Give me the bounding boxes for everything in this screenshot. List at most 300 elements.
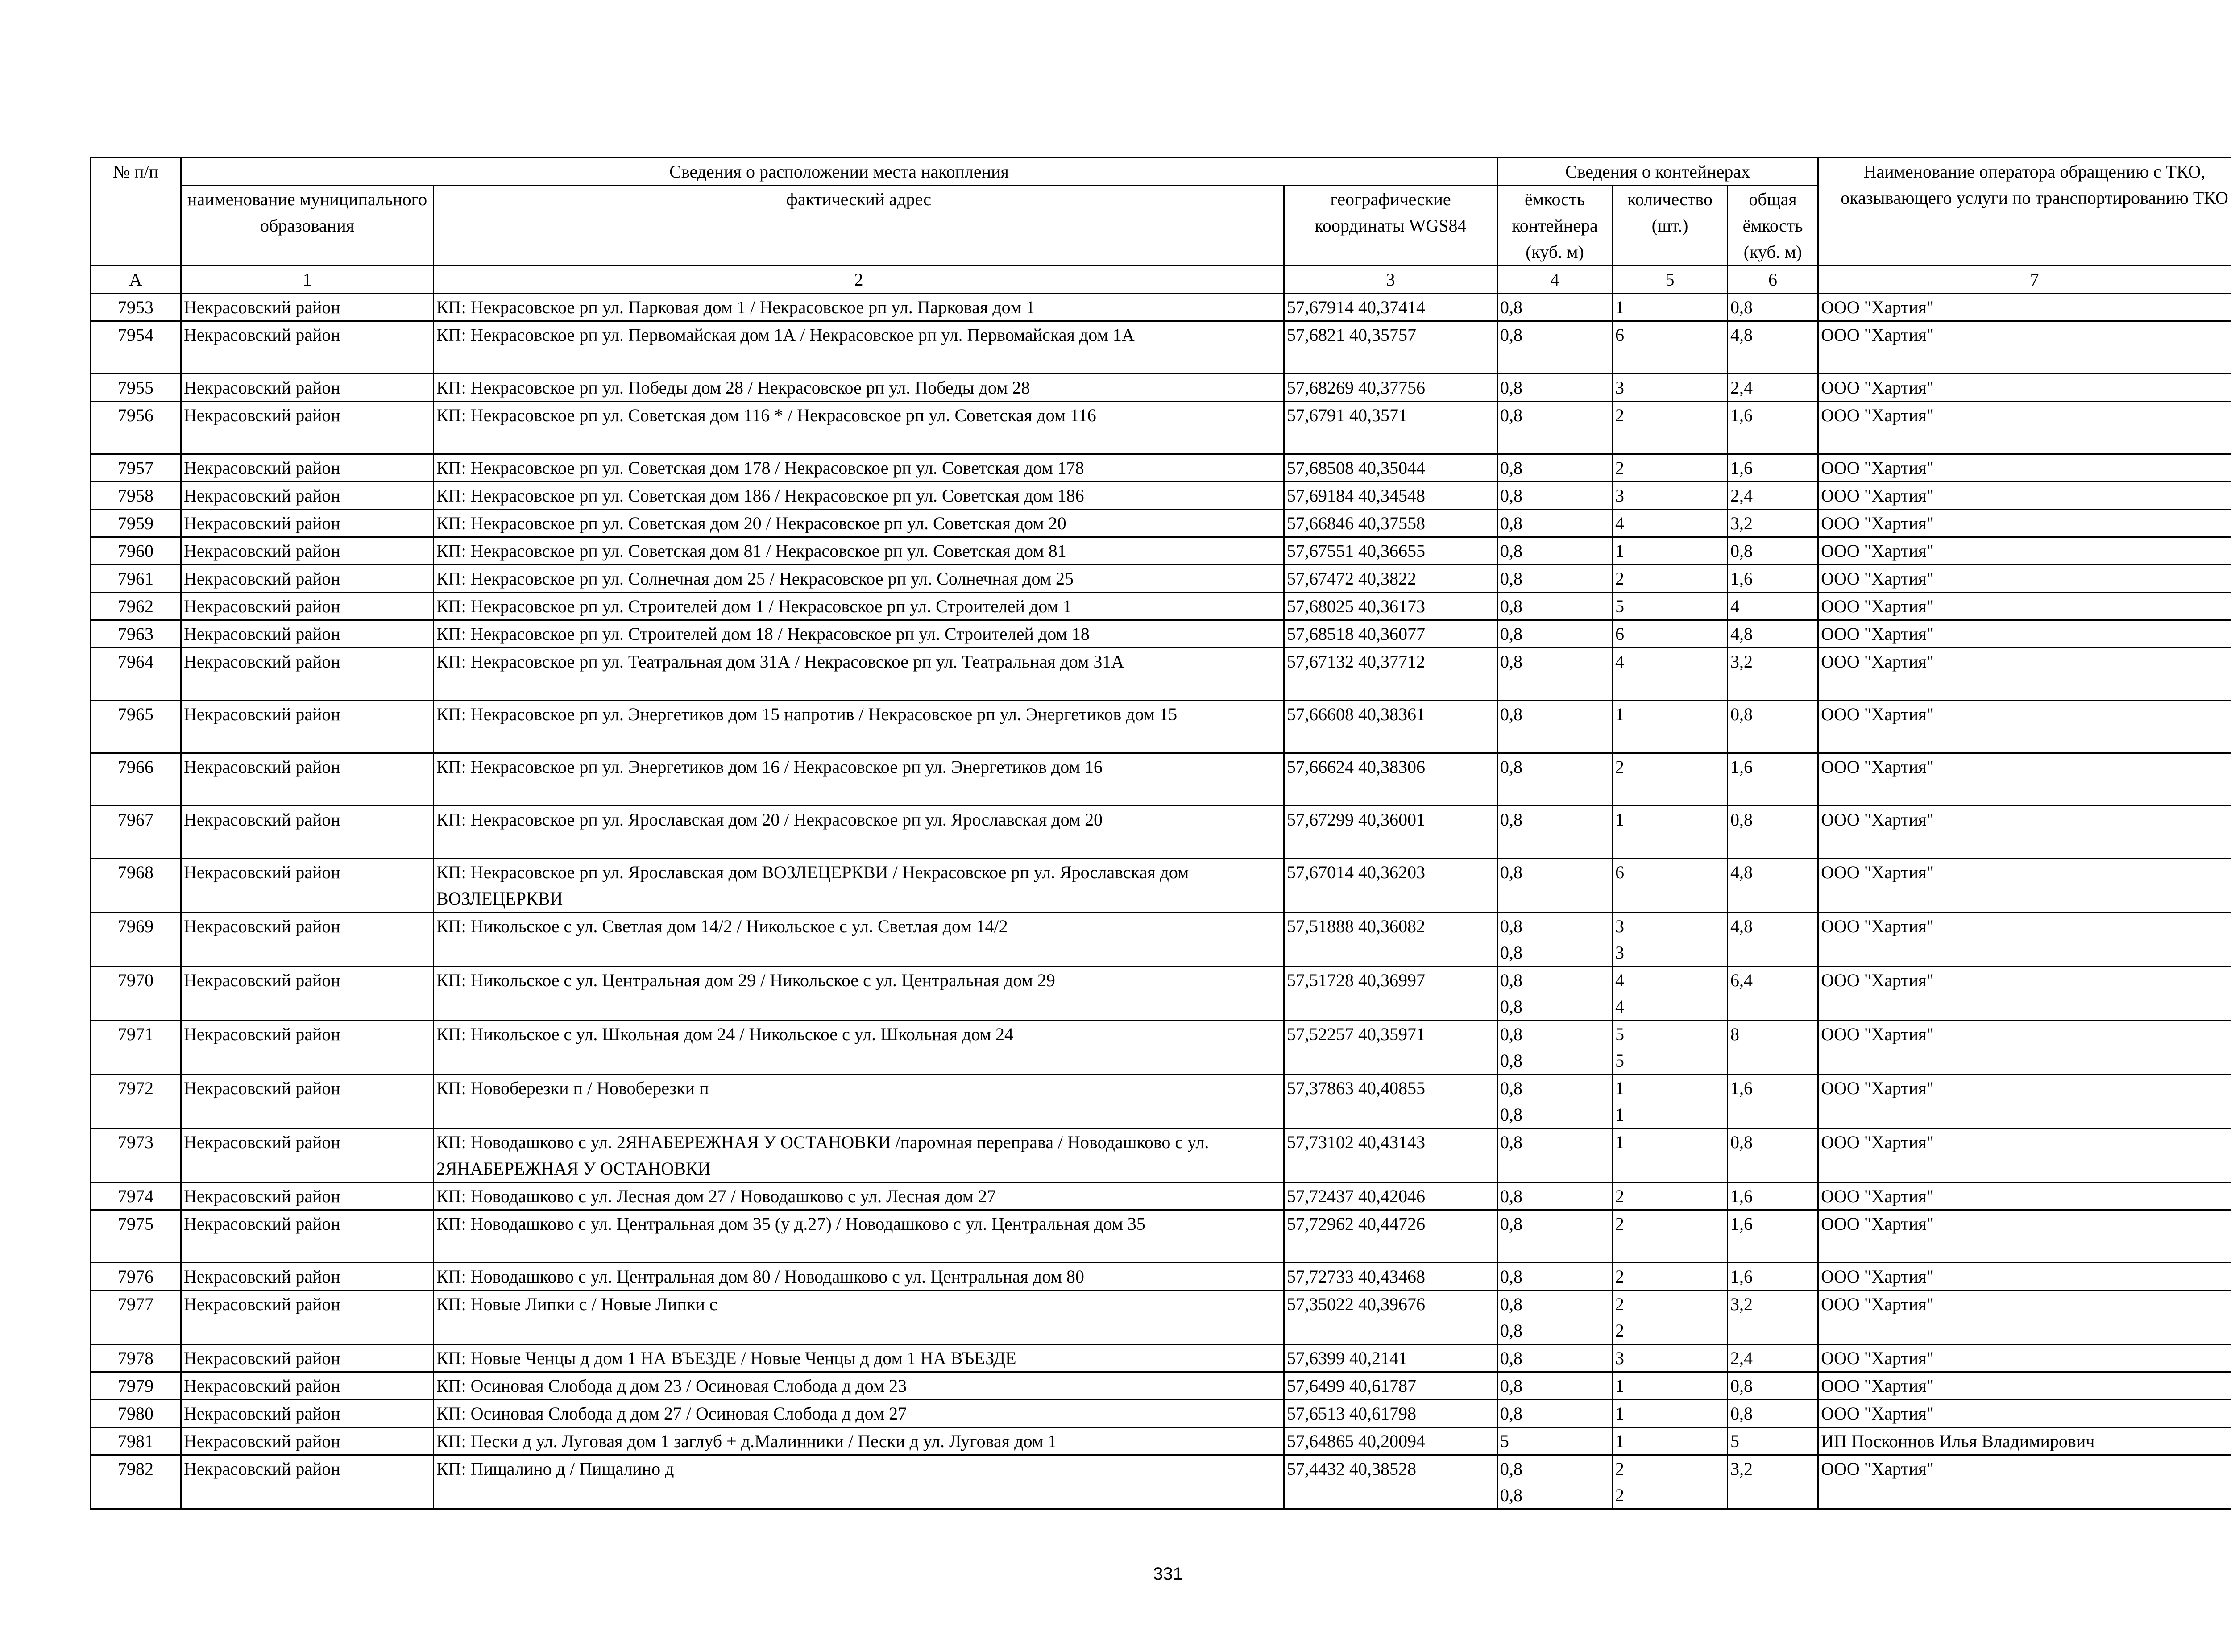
municipality-cell: Некрасовский район	[181, 859, 434, 913]
quantity-cell	[1613, 537, 1728, 565]
quantity-cell	[1613, 806, 1728, 859]
quantity-cell	[1613, 1183, 1728, 1210]
row-number: 7956	[91, 402, 181, 454]
total-capacity-cell: 0,8	[1728, 1129, 1818, 1183]
quantity-cell-value: 1	[1615, 704, 1625, 724]
operator-cell: ООО "Хартия"	[1818, 753, 2231, 806]
quantity-cell	[1613, 321, 1728, 374]
capacity-cell-value: 0,8	[1500, 1214, 1523, 1234]
total-capacity-cell: 4,8	[1728, 859, 1818, 913]
municipality-cell: Некрасовский район	[181, 1428, 434, 1455]
coords-cell: 57,73102 40,43143	[1284, 1129, 1497, 1183]
capacity-cell	[1497, 913, 1613, 967]
capacity-cell-value: 0,8	[1500, 1024, 1523, 1044]
capacity-cell-value: 0,8	[1500, 1403, 1523, 1424]
quantity-cell-value: 3	[1615, 916, 1625, 936]
address-cell: КП: Некрасовское рп ул. Победы дом 28 / Некрасовское рп ул. Победы дом 28	[434, 374, 1284, 402]
total-capacity-cell: 5	[1728, 1428, 1818, 1455]
quantity-cell-value: 2	[1615, 1320, 1625, 1341]
quantity-cell-value: 2	[1615, 569, 1625, 589]
quantity-cell-value: 2	[1615, 1294, 1625, 1314]
municipality-cell: Некрасовский район	[181, 1129, 434, 1183]
total-capacity-cell: 1,6	[1728, 1183, 1818, 1210]
table-row	[91, 859, 2231, 913]
table-row	[91, 321, 2231, 374]
row-number: 7970	[91, 967, 181, 1021]
quantity-cell	[1613, 565, 1728, 593]
column-index: 4	[1497, 266, 1613, 294]
address-cell: КП: Некрасовское рп ул. Солнечная дом 25 / Некрасовское рп ул. Солнечная дом 25	[434, 565, 1284, 593]
capacity-cell-value: 0,8	[1500, 1294, 1523, 1314]
coords-cell: 57,68025 40,36173	[1284, 593, 1497, 620]
row-number: 7979	[91, 1372, 181, 1400]
capacity-cell-value: 0,8	[1500, 325, 1523, 345]
total-capacity-cell: 1,6	[1728, 1210, 1818, 1263]
quantity-cell-value: 2	[1615, 1459, 1625, 1479]
row-number: 7974	[91, 1183, 181, 1210]
table-row	[91, 402, 2231, 454]
table-row	[91, 913, 2231, 967]
capacity-cell	[1497, 1183, 1613, 1210]
address-cell: КП: Некрасовское рп ул. Энергетиков дом 15 напротив / Некрасовское рп ул. Энергетиков дом 15	[434, 701, 1284, 753]
operator-cell: ООО "Хартия"	[1818, 1129, 2231, 1183]
table-row	[91, 537, 2231, 565]
operator-cell: ООО "Хартия"	[1818, 510, 2231, 537]
table-row	[91, 374, 2231, 402]
quantity-cell	[1613, 1372, 1728, 1400]
table-row	[91, 1400, 2231, 1428]
row-number: 7981	[91, 1428, 181, 1455]
capacity-cell-value: 0,8	[1500, 1348, 1523, 1368]
column-index: 1	[181, 266, 434, 294]
total-capacity-cell: 4	[1728, 593, 1818, 620]
capacity-cell	[1497, 1291, 1613, 1345]
quantity-cell-value: 1	[1615, 1104, 1625, 1125]
quantity-cell	[1613, 454, 1728, 482]
address-cell: КП: Некрасовское рп ул. Театральная дом 31А / Некрасовское рп ул. Театральная дом 31А	[434, 648, 1284, 701]
capacity-cell-value: 5	[1500, 1431, 1509, 1451]
municipality-cell: Некрасовский район	[181, 482, 434, 510]
row-number: 7962	[91, 593, 181, 620]
column-index: 6	[1728, 266, 1818, 294]
address-cell: КП: Осиновая Слобода д дом 27 / Осиновая Слобода д дом 27	[434, 1400, 1284, 1428]
coords-cell: 57,66846 40,37558	[1284, 510, 1497, 537]
table-row	[91, 482, 2231, 510]
capacity-cell-value: 0,8	[1500, 942, 1523, 963]
quantity-cell	[1613, 1210, 1728, 1263]
address-cell: КП: Новодашково с ул. Лесная дом 27 / Новодашково с ул. Лесная дом 27	[434, 1183, 1284, 1210]
total-capacity-cell: 3,2	[1728, 1455, 1818, 1509]
quantity-cell	[1613, 593, 1728, 620]
quantity-cell-value: 3	[1615, 1348, 1625, 1368]
capacity-cell	[1497, 1210, 1613, 1263]
row-number: 7961	[91, 565, 181, 593]
capacity-cell-value: 0,8	[1500, 1104, 1523, 1125]
quantity-cell-value: 1	[1615, 809, 1625, 830]
capacity-cell-value: 0,8	[1500, 916, 1523, 936]
coords-cell: 57,6791 40,3571	[1284, 402, 1497, 454]
municipality-cell: Некрасовский район	[181, 1372, 434, 1400]
quantity-cell-value: 3	[1615, 942, 1625, 963]
quantity-cell-value: 4	[1615, 652, 1625, 672]
quantity-cell	[1613, 1021, 1728, 1075]
table-row	[91, 1428, 2231, 1455]
coords-cell: 57,67299 40,36001	[1284, 806, 1497, 859]
column-index: 5	[1613, 266, 1728, 294]
total-capacity-cell: 0,8	[1728, 806, 1818, 859]
table-row	[91, 1263, 2231, 1291]
coords-cell: 57,51888 40,36082	[1284, 913, 1497, 967]
table-row	[91, 1075, 2231, 1129]
address-cell: КП: Некрасовское рп ул. Советская дом 186 / Некрасовское рп ул. Советская дом 186	[434, 482, 1284, 510]
municipality-cell: Некрасовский район	[181, 1075, 434, 1129]
capacity-cell-value: 0,8	[1500, 1186, 1523, 1206]
municipality-cell: Некрасовский район	[181, 537, 434, 565]
quantity-cell	[1613, 1345, 1728, 1372]
address-cell: КП: Некрасовское рп ул. Энергетиков дом 16 / Некрасовское рп ул. Энергетиков дом 16	[434, 753, 1284, 806]
coords-cell: 57,67472 40,3822	[1284, 565, 1497, 593]
quantity-cell-value: 1	[1615, 1376, 1625, 1396]
capacity-cell-value: 0,8	[1500, 704, 1523, 724]
quantity-cell-value: 2	[1615, 1485, 1625, 1505]
total-capacity-cell: 0,8	[1728, 701, 1818, 753]
capacity-cell	[1497, 1129, 1613, 1183]
capacity-cell	[1497, 859, 1613, 913]
capacity-cell-value: 0,8	[1500, 862, 1523, 882]
coords-cell: 57,72962 40,44726	[1284, 1210, 1497, 1263]
quantity-cell-value: 1	[1615, 1403, 1625, 1424]
capacity-cell	[1497, 648, 1613, 701]
quantity-cell-value: 2	[1615, 1186, 1625, 1206]
municipality-cell: Некрасовский район	[181, 1455, 434, 1509]
row-number: 7971	[91, 1021, 181, 1075]
row-number: 7977	[91, 1291, 181, 1345]
municipality-cell: Некрасовский район	[181, 374, 434, 402]
row-number: 7954	[91, 321, 181, 374]
column-index: 3	[1284, 266, 1497, 294]
total-capacity-cell: 4,8	[1728, 620, 1818, 648]
coords-cell: 57,6821 40,35757	[1284, 321, 1497, 374]
table-row	[91, 454, 2231, 482]
capacity-cell	[1497, 1372, 1613, 1400]
municipality-cell: Некрасовский район	[181, 454, 434, 482]
address-cell: КП: Новоберезки п / Новоберезки п	[434, 1075, 1284, 1129]
municipality-cell: Некрасовский район	[181, 402, 434, 454]
total-capacity-cell: 3,2	[1728, 648, 1818, 701]
operator-cell: ООО "Хартия"	[1818, 1183, 2231, 1210]
quantity-cell	[1613, 1075, 1728, 1129]
operator-cell: ООО "Хартия"	[1818, 701, 2231, 753]
table-row	[91, 510, 2231, 537]
row-number: 7966	[91, 753, 181, 806]
row-number: 7967	[91, 806, 181, 859]
coords-cell: 57,72733 40,43468	[1284, 1263, 1497, 1291]
capacity-cell-value: 0,8	[1500, 652, 1523, 672]
capacity-cell-value: 0,8	[1500, 1485, 1523, 1505]
row-number: 7972	[91, 1075, 181, 1129]
header-containers-group: Сведения о контейнерах	[1497, 158, 1818, 186]
total-capacity-cell: 0,8	[1728, 537, 1818, 565]
coords-cell: 57,51728 40,36997	[1284, 967, 1497, 1021]
coords-cell: 57,6399 40,2141	[1284, 1345, 1497, 1372]
column-index: 2	[434, 266, 1284, 294]
row-number: 7955	[91, 374, 181, 402]
quantity-cell-value: 3	[1615, 378, 1625, 398]
address-cell: КП: Некрасовское рп ул. Парковая дом 1 / Некрасовское рп ул. Парковая дом 1	[434, 294, 1284, 321]
municipality-cell: Некрасовский район	[181, 294, 434, 321]
municipality-cell: Некрасовский район	[181, 510, 434, 537]
capacity-cell-value: 0,8	[1500, 1376, 1523, 1396]
total-capacity-cell: 1,6	[1728, 402, 1818, 454]
coords-cell: 57,68508 40,35044	[1284, 454, 1497, 482]
municipality-cell: Некрасовский район	[181, 1263, 434, 1291]
quantity-cell-value: 1	[1615, 1431, 1625, 1451]
coords-cell: 57,37863 40,40855	[1284, 1075, 1497, 1129]
capacity-cell	[1497, 967, 1613, 1021]
capacity-cell-value: 0,8	[1500, 458, 1523, 478]
municipality-cell: Некрасовский район	[181, 1400, 434, 1428]
total-capacity-cell: 1,6	[1728, 753, 1818, 806]
capacity-cell	[1497, 1428, 1613, 1455]
row-number: 7975	[91, 1210, 181, 1263]
header-num: № п/п	[91, 158, 181, 266]
table-row	[91, 806, 2231, 859]
capacity-cell	[1497, 1021, 1613, 1075]
capacity-cell-value: 0,8	[1500, 996, 1523, 1017]
capacity-cell-value: 0,8	[1500, 809, 1523, 830]
municipality-cell: Некрасовский район	[181, 701, 434, 753]
quantity-cell-value: 5	[1615, 1024, 1625, 1044]
quantity-cell	[1613, 1129, 1728, 1183]
total-capacity-cell: 1,6	[1728, 1263, 1818, 1291]
quantity-cell-value: 1	[1615, 297, 1625, 317]
coords-cell: 57,64865 40,20094	[1284, 1428, 1497, 1455]
header-capacity: ёмкость контейнера (куб. м)	[1497, 186, 1613, 266]
capacity-cell	[1497, 701, 1613, 753]
capacity-cell	[1497, 1263, 1613, 1291]
quantity-cell	[1613, 1428, 1728, 1455]
operator-cell: ООО "Хартия"	[1818, 294, 2231, 321]
total-capacity-cell: 1,6	[1728, 565, 1818, 593]
address-cell: КП: Некрасовское рп ул. Строителей дом 1 / Некрасовское рп ул. Строителей дом 1	[434, 593, 1284, 620]
coords-cell: 57,52257 40,35971	[1284, 1021, 1497, 1075]
quantity-cell	[1613, 701, 1728, 753]
table-row	[91, 1129, 2231, 1183]
capacity-cell	[1497, 806, 1613, 859]
quantity-cell	[1613, 1263, 1728, 1291]
operator-cell: ООО "Хартия"	[1818, 537, 2231, 565]
total-capacity-cell: 2,4	[1728, 374, 1818, 402]
capacity-cell	[1497, 1455, 1613, 1509]
municipality-cell: Некрасовский район	[181, 1345, 434, 1372]
capacity-cell	[1497, 510, 1613, 537]
municipality-cell: Некрасовский район	[181, 1021, 434, 1075]
capacity-cell	[1497, 593, 1613, 620]
total-capacity-cell: 0,8	[1728, 1372, 1818, 1400]
row-number: 7978	[91, 1345, 181, 1372]
capacity-cell-value: 0,8	[1500, 1078, 1523, 1098]
quantity-cell	[1613, 402, 1728, 454]
address-cell: КП: Никольское с ул. Светлая дом 14/2 / Никольское с ул. Светлая дом 14/2	[434, 913, 1284, 967]
address-cell: КП: Некрасовское рп ул. Советская дом 20 / Некрасовское рп ул. Советская дом 20	[434, 510, 1284, 537]
operator-cell: ООО "Хартия"	[1818, 1263, 2231, 1291]
operator-cell: ООО "Хартия"	[1818, 620, 2231, 648]
address-cell: КП: Некрасовское рп ул. Первомайская дом 1А / Некрасовское рп ул. Первомайская дом 1А	[434, 321, 1284, 374]
capacity-cell-value: 0,8	[1500, 1266, 1523, 1287]
municipality-cell: Некрасовский район	[181, 620, 434, 648]
municipality-cell: Некрасовский район	[181, 593, 434, 620]
capacity-cell-value: 0,8	[1500, 1132, 1523, 1152]
table-row	[91, 1345, 2231, 1372]
row-number: 7964	[91, 648, 181, 701]
capacity-cell-value: 0,8	[1500, 405, 1523, 425]
row-number: 7969	[91, 913, 181, 967]
table-row	[91, 593, 2231, 620]
table-row	[91, 1455, 2231, 1509]
header-address: фактический адрес	[434, 186, 1284, 266]
operator-cell: ООО "Хартия"	[1818, 593, 2231, 620]
table-row	[91, 701, 2231, 753]
capacity-cell	[1497, 454, 1613, 482]
capacity-cell	[1497, 537, 1613, 565]
coords-cell: 57,68518 40,36077	[1284, 620, 1497, 648]
coords-cell: 57,4432 40,38528	[1284, 1455, 1497, 1509]
table-row	[91, 1372, 2231, 1400]
municipality-cell: Некрасовский район	[181, 1210, 434, 1263]
operator-cell: ООО "Хартия"	[1818, 806, 2231, 859]
operator-cell: ООО "Хартия"	[1818, 913, 2231, 967]
column-index-row	[91, 266, 2231, 294]
address-cell: КП: Новодашково с ул. Центральная дом 80 / Новодашково с ул. Центральная дом 80	[434, 1263, 1284, 1291]
coords-cell: 57,6513 40,61798	[1284, 1400, 1497, 1428]
municipality-cell: Некрасовский район	[181, 565, 434, 593]
quantity-cell	[1613, 1400, 1728, 1428]
quantity-cell-value: 6	[1615, 325, 1625, 345]
operator-cell: ООО "Хартия"	[1818, 321, 2231, 374]
operator-cell: ООО "Хартия"	[1818, 402, 2231, 454]
quantity-cell-value: 1	[1615, 541, 1625, 561]
capacity-cell	[1497, 482, 1613, 510]
row-number: 7959	[91, 510, 181, 537]
column-index: А	[91, 266, 181, 294]
operator-cell: ООО "Хартия"	[1818, 482, 2231, 510]
coords-cell: 57,35022 40,39676	[1284, 1291, 1497, 1345]
municipality-cell: Некрасовский район	[181, 967, 434, 1021]
coords-cell: 57,66608 40,38361	[1284, 701, 1497, 753]
quantity-cell-value: 1	[1615, 1078, 1625, 1098]
quantity-cell-value: 2	[1615, 1214, 1625, 1234]
row-number: 7957	[91, 454, 181, 482]
operator-cell: ООО "Хартия"	[1818, 565, 2231, 593]
quantity-cell-value: 2	[1615, 757, 1625, 777]
quantity-cell-value: 5	[1615, 1050, 1625, 1071]
row-number: 7958	[91, 482, 181, 510]
quantity-cell	[1613, 648, 1728, 701]
coords-cell: 57,69184 40,34548	[1284, 482, 1497, 510]
capacity-cell-value: 0,8	[1500, 569, 1523, 589]
table-row	[91, 620, 2231, 648]
capacity-cell-value: 0,8	[1500, 297, 1523, 317]
capacity-cell-value: 0,8	[1500, 378, 1523, 398]
quantity-cell-value: 2	[1615, 405, 1625, 425]
row-number: 7976	[91, 1263, 181, 1291]
table-row	[91, 648, 2231, 701]
operator-cell: ООО "Хартия"	[1818, 1455, 2231, 1509]
header-location-group: Сведения о расположении места накопления	[181, 158, 1497, 186]
capacity-cell	[1497, 753, 1613, 806]
address-cell: КП: Некрасовское рп ул. Советская дом 116 * / Некрасовское рп ул. Советская дом 116	[434, 402, 1284, 454]
operator-cell: ООО "Хартия"	[1818, 1075, 2231, 1129]
row-number: 7980	[91, 1400, 181, 1428]
quantity-cell-value: 6	[1615, 624, 1625, 644]
table-row	[91, 967, 2231, 1021]
capacity-cell	[1497, 1075, 1613, 1129]
quantity-cell-value: 6	[1615, 862, 1625, 882]
municipality-cell: Некрасовский район	[181, 1183, 434, 1210]
quantity-cell	[1613, 482, 1728, 510]
total-capacity-cell: 1,6	[1728, 454, 1818, 482]
address-cell: КП: Некрасовское рп ул. Строителей дом 18 / Некрасовское рп ул. Строителей дом 18	[434, 620, 1284, 648]
capacity-cell-value: 0,8	[1500, 1320, 1523, 1341]
address-cell: КП: Некрасовское рп ул. Ярославская дом 20 / Некрасовское рп ул. Ярославская дом 20	[434, 806, 1284, 859]
address-cell: КП: Никольское с ул. Школьная дом 24 / Никольское с ул. Школьная дом 24	[434, 1021, 1284, 1075]
header-coords: географические координаты WGS84	[1284, 186, 1497, 266]
header-quantity: количество (шт.)	[1613, 186, 1728, 266]
capacity-cell-value: 0,8	[1500, 486, 1523, 506]
registry-table	[90, 157, 2231, 1510]
capacity-cell	[1497, 565, 1613, 593]
total-capacity-cell: 2,4	[1728, 482, 1818, 510]
capacity-cell-value: 0,8	[1500, 970, 1523, 990]
total-capacity-cell: 1,6	[1728, 1075, 1818, 1129]
capacity-cell	[1497, 321, 1613, 374]
quantity-cell	[1613, 1455, 1728, 1509]
total-capacity-cell: 0,8	[1728, 1400, 1818, 1428]
table-row	[91, 1183, 2231, 1210]
row-number: 7965	[91, 701, 181, 753]
total-capacity-cell: 2,4	[1728, 1345, 1818, 1372]
total-capacity-cell: 6,4	[1728, 967, 1818, 1021]
total-capacity-cell: 0,8	[1728, 294, 1818, 321]
address-cell: КП: Новые Липки с / Новые Липки с	[434, 1291, 1284, 1345]
page-number: 331	[1153, 1564, 1183, 1584]
address-cell: КП: Новодашково с ул. 2ЯНАБЕРЕЖНАЯ У ОСТАНОВКИ /паромная переправа / Новодашково с ул. 2ЯНАБЕРЕЖНАЯ У ОСТАНОВКИ	[434, 1129, 1284, 1183]
coords-cell: 57,68269 40,37756	[1284, 374, 1497, 402]
address-cell: КП: Пищалино д / Пищалино д	[434, 1455, 1284, 1509]
capacity-cell	[1497, 294, 1613, 321]
municipality-cell: Некрасовский район	[181, 648, 434, 701]
operator-cell: ООО "Хартия"	[1818, 1372, 2231, 1400]
table-row	[91, 565, 2231, 593]
row-number: 7953	[91, 294, 181, 321]
row-number: 7973	[91, 1129, 181, 1183]
header-municipality: наименование муниципального образования	[181, 186, 434, 266]
municipality-cell: Некрасовский район	[181, 1291, 434, 1345]
capacity-cell	[1497, 1345, 1613, 1372]
quantity-cell	[1613, 620, 1728, 648]
address-cell: КП: Новодашково с ул. Центральная дом 35 (у д.27) / Новодашково с ул. Центральная дом 35	[434, 1210, 1284, 1263]
capacity-cell-value: 0,8	[1500, 513, 1523, 533]
quantity-cell	[1613, 753, 1728, 806]
row-number: 7982	[91, 1455, 181, 1509]
row-number: 7968	[91, 859, 181, 913]
total-capacity-cell: 3,2	[1728, 1291, 1818, 1345]
quantity-cell	[1613, 294, 1728, 321]
address-cell: КП: Некрасовское рп ул. Советская дом 178 / Некрасовское рп ул. Советская дом 178	[434, 454, 1284, 482]
coords-cell: 57,67132 40,37712	[1284, 648, 1497, 701]
quantity-cell-value: 4	[1615, 513, 1625, 533]
quantity-cell	[1613, 510, 1728, 537]
